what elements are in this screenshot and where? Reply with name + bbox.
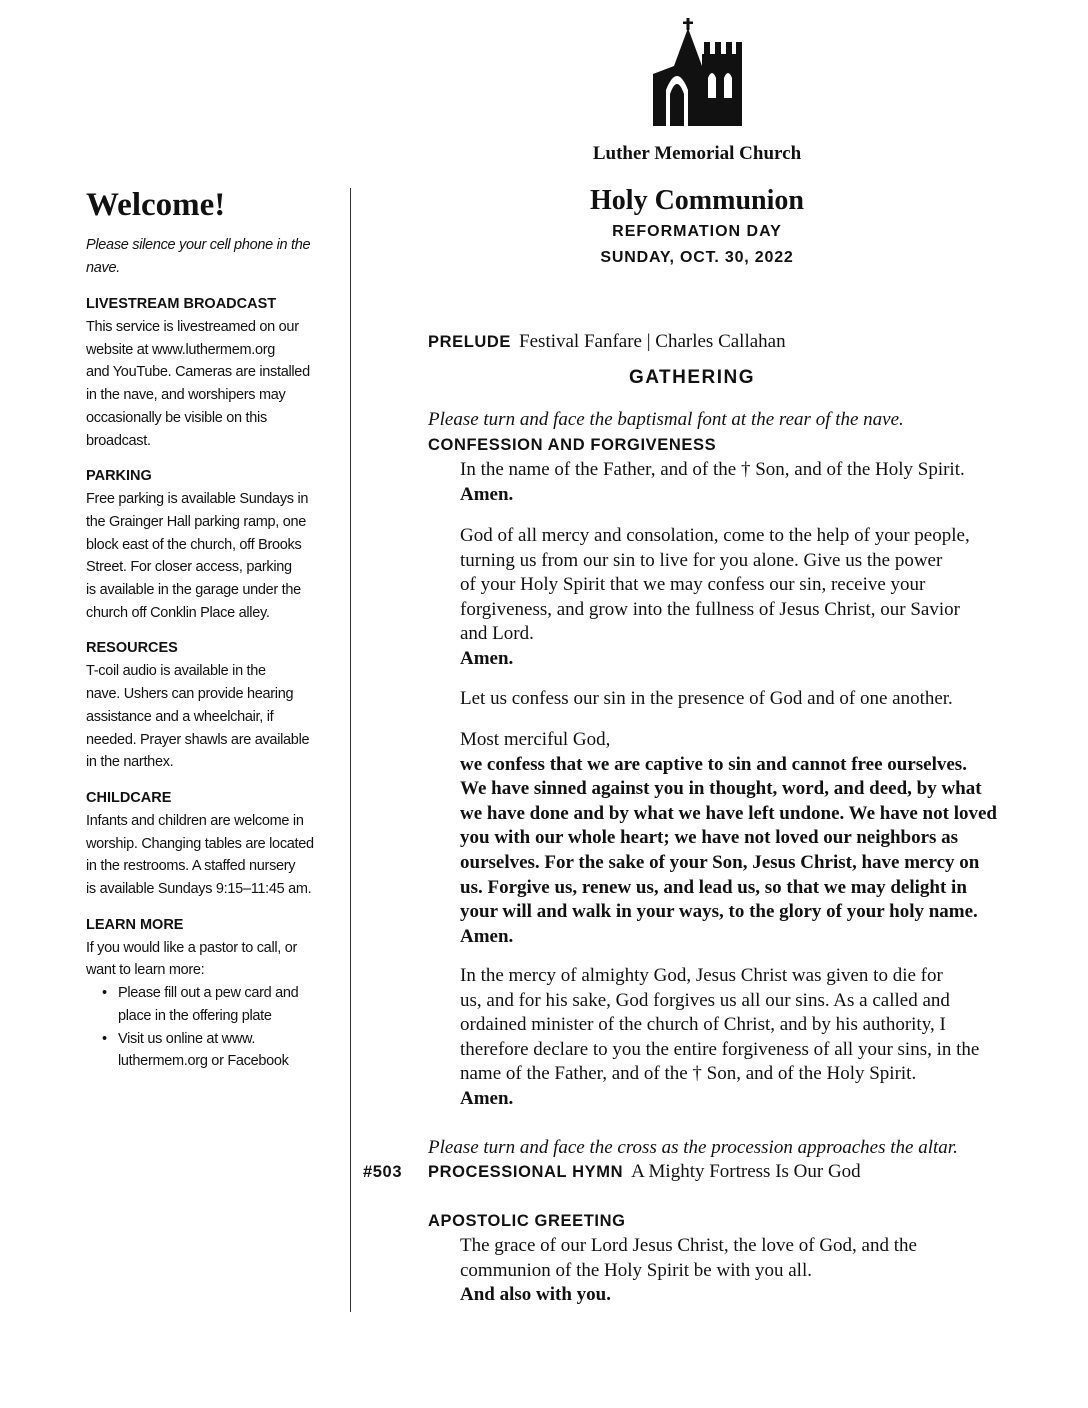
text-line: we confess that we are captive to sin and cannot free ourselves.: [460, 753, 967, 775]
apostolic-greeting: [460, 1234, 1040, 1308]
confession-opening: Most merciful God,: [460, 729, 611, 750]
text-line: the Grainger Hall parking ramp, one: [86, 513, 307, 530]
text-line: block east of the church, off Brooks: [86, 536, 302, 553]
childcare-heading: CHILDCARE: [86, 789, 172, 806]
invocation-text: In the name of the Father, and of the † Son, and of the Holy Spirit.: [460, 459, 965, 480]
text-line: you with our whole heart; we have not loved our neighbors as: [460, 827, 959, 849]
resources-text: [86, 660, 342, 774]
resources-section: [86, 637, 342, 774]
text-line: us. Forgive us, renew us, and lead us, so that we may delight in: [460, 876, 967, 898]
livestream-section: [86, 293, 342, 452]
church-logo: [652, 18, 744, 126]
service-day: REFORMATION DAY: [612, 223, 782, 240]
invocation: [460, 458, 1040, 507]
text-line: needed. Prayer shawls are available: [86, 731, 310, 748]
resources-heading: RESOURCES: [86, 640, 178, 657]
prelude-text: Festival Fanfare | Charles Callahan: [519, 331, 786, 352]
text-line: If you would like a pastor to call, or: [86, 939, 298, 956]
text-line: luthermem.org or Facebook: [118, 1053, 289, 1070]
text-line: want to learn more:: [86, 962, 205, 979]
text-line: ordained minister of the church of Christ, and by his authority, I: [460, 1014, 946, 1036]
text-line: church off Conklin Place alley.: [86, 604, 270, 621]
list-item: [102, 1028, 342, 1073]
text-line: nave. Ushers can provide hearing: [86, 686, 294, 703]
text-line: Street. For closer access, parking: [86, 559, 292, 576]
welcome-title: Welcome!: [86, 187, 226, 223]
text-line: The grace of our Lord Jesus Christ, the love of God, and the: [460, 1235, 917, 1256]
greeting-heading: APOSTOLIC GREETING: [428, 1212, 626, 1230]
text-line: of your Holy Spirit that we may confess our sin, receive your: [460, 574, 926, 596]
service-title: Holy Communion: [590, 185, 804, 216]
parking-section: [86, 465, 342, 624]
invocation-response: Amen.: [460, 483, 514, 505]
text-line: T-coil audio is available in the: [86, 663, 266, 680]
text-line: ourselves. For the sake of your Son, Jesus Christ, have mercy on: [460, 851, 980, 873]
text-line: In the mercy of almighty God, Jesus Christ was given to die for: [460, 965, 943, 986]
text-line: broadcast.: [86, 432, 151, 449]
text-line: forgiveness, and grow into the fullness of Jesus Christ, our Savior: [460, 598, 960, 620]
phone-notice-line: nave.: [86, 260, 120, 276]
text-line: place in the offering plate: [118, 1007, 272, 1024]
text-line: Amen.: [460, 925, 514, 947]
phone-notice-line: Please silence your cell phone in the: [86, 237, 311, 253]
invitation-text: Let us confess our sin in the presence of God and of one another.: [460, 688, 953, 709]
text-line: is available in the garage under the: [86, 582, 301, 599]
prayer-response: Amen.: [460, 647, 514, 669]
prelude-label: PRELUDE: [428, 333, 512, 351]
text-line: communion of the Holy Spirit be with you all.: [460, 1259, 812, 1281]
bullet-icon: •: [102, 1030, 107, 1047]
text-line: Visit us online at www.: [118, 1030, 256, 1047]
text-line: turning us from our sin to live for you alone. Give us the power: [460, 549, 943, 571]
gathering-heading: GATHERING: [628, 367, 756, 388]
childcare-text: [86, 810, 342, 901]
text-line: We have sinned against you in thought, word, and deed, by what: [460, 778, 982, 800]
hymn-number: #503: [363, 1163, 403, 1181]
hymn-label: PROCESSIONAL HYMN: [428, 1163, 624, 1181]
text-line: in the restrooms. A staffed nursery: [86, 858, 296, 875]
learn-more-section: [86, 914, 342, 1073]
hymn-title: A Mighty Fortress Is Our God: [631, 1161, 861, 1182]
text-line: name of the Father, and of the † Son, and of the Holy Spirit.: [460, 1063, 917, 1085]
livestream-heading: LIVESTREAM BROADCAST: [86, 296, 277, 312]
rubric-cross: Please turn and face the cross as the procession approaches the altar.: [428, 1137, 958, 1158]
text-line: God of all mercy and consolation, come to the help of your people,: [460, 525, 970, 546]
text-line: is available Sundays 9:15–11:45 am.: [86, 881, 312, 898]
text-line: in the narthex.: [86, 754, 174, 771]
column-divider: [350, 188, 351, 1312]
text-line: therefore declare to you the entire forgiveness of all your sins, in the: [460, 1038, 980, 1060]
absolution-response: Amen.: [460, 1087, 514, 1109]
learn-more-heading: LEARN MORE: [86, 916, 184, 933]
text-line: Free parking is available Sundays in: [86, 491, 309, 508]
rubric-font: Please turn and face the baptismal font at the rear of the nave.: [428, 409, 904, 430]
childcare-section: [86, 787, 342, 901]
livestream-text: [86, 316, 342, 452]
confession-prayer: [460, 728, 1040, 949]
text-line: Please fill out a pew card and: [118, 985, 299, 1002]
text-line: assistance and a wheelchair, if: [86, 708, 274, 725]
prelude-line: [428, 330, 786, 355]
confession-heading: CONFESSION AND FORGIVENESS: [428, 436, 717, 454]
learn-more-text: [86, 937, 342, 982]
parking-heading: PARKING: [86, 468, 152, 485]
text-line: us, and for his sake, God forgives us all our sins. As a called and: [460, 989, 950, 1011]
parking-text: [86, 488, 342, 624]
text-line: worship. Changing tables are located: [86, 835, 314, 852]
learn-more-list: [86, 982, 342, 1073]
processional-hymn: [428, 1160, 861, 1185]
opening-prayer: [460, 524, 1040, 672]
service-date: SUNDAY, OCT. 30, 2022: [600, 249, 794, 266]
absolution: [460, 964, 1040, 1112]
confession-invitation: [460, 687, 1040, 712]
text-line: This service is livestreamed on our: [86, 319, 299, 335]
welcome-sidebar: [86, 186, 342, 1086]
bullet-icon: •: [102, 985, 107, 1002]
list-item: [102, 982, 342, 1027]
phone-notice: [86, 234, 342, 280]
text-line: your will and walk in your ways, to the glory of your holy name.: [460, 901, 978, 923]
text-line: and Lord.: [460, 623, 534, 645]
text-line: occasionally be visible on this: [86, 409, 267, 426]
church-name: Luther Memorial Church: [592, 143, 802, 164]
text-line: website at www.luthermem.org: [86, 341, 276, 358]
text-line: in the nave, and worshipers may: [86, 387, 286, 404]
greeting-response: And also with you.: [460, 1284, 611, 1306]
text-line: Infants and children are welcome in: [86, 812, 304, 829]
text-line: we have done and by what we have left undone. We have not loved: [460, 802, 997, 824]
text-line: and YouTube. Cameras are installed: [86, 364, 310, 381]
